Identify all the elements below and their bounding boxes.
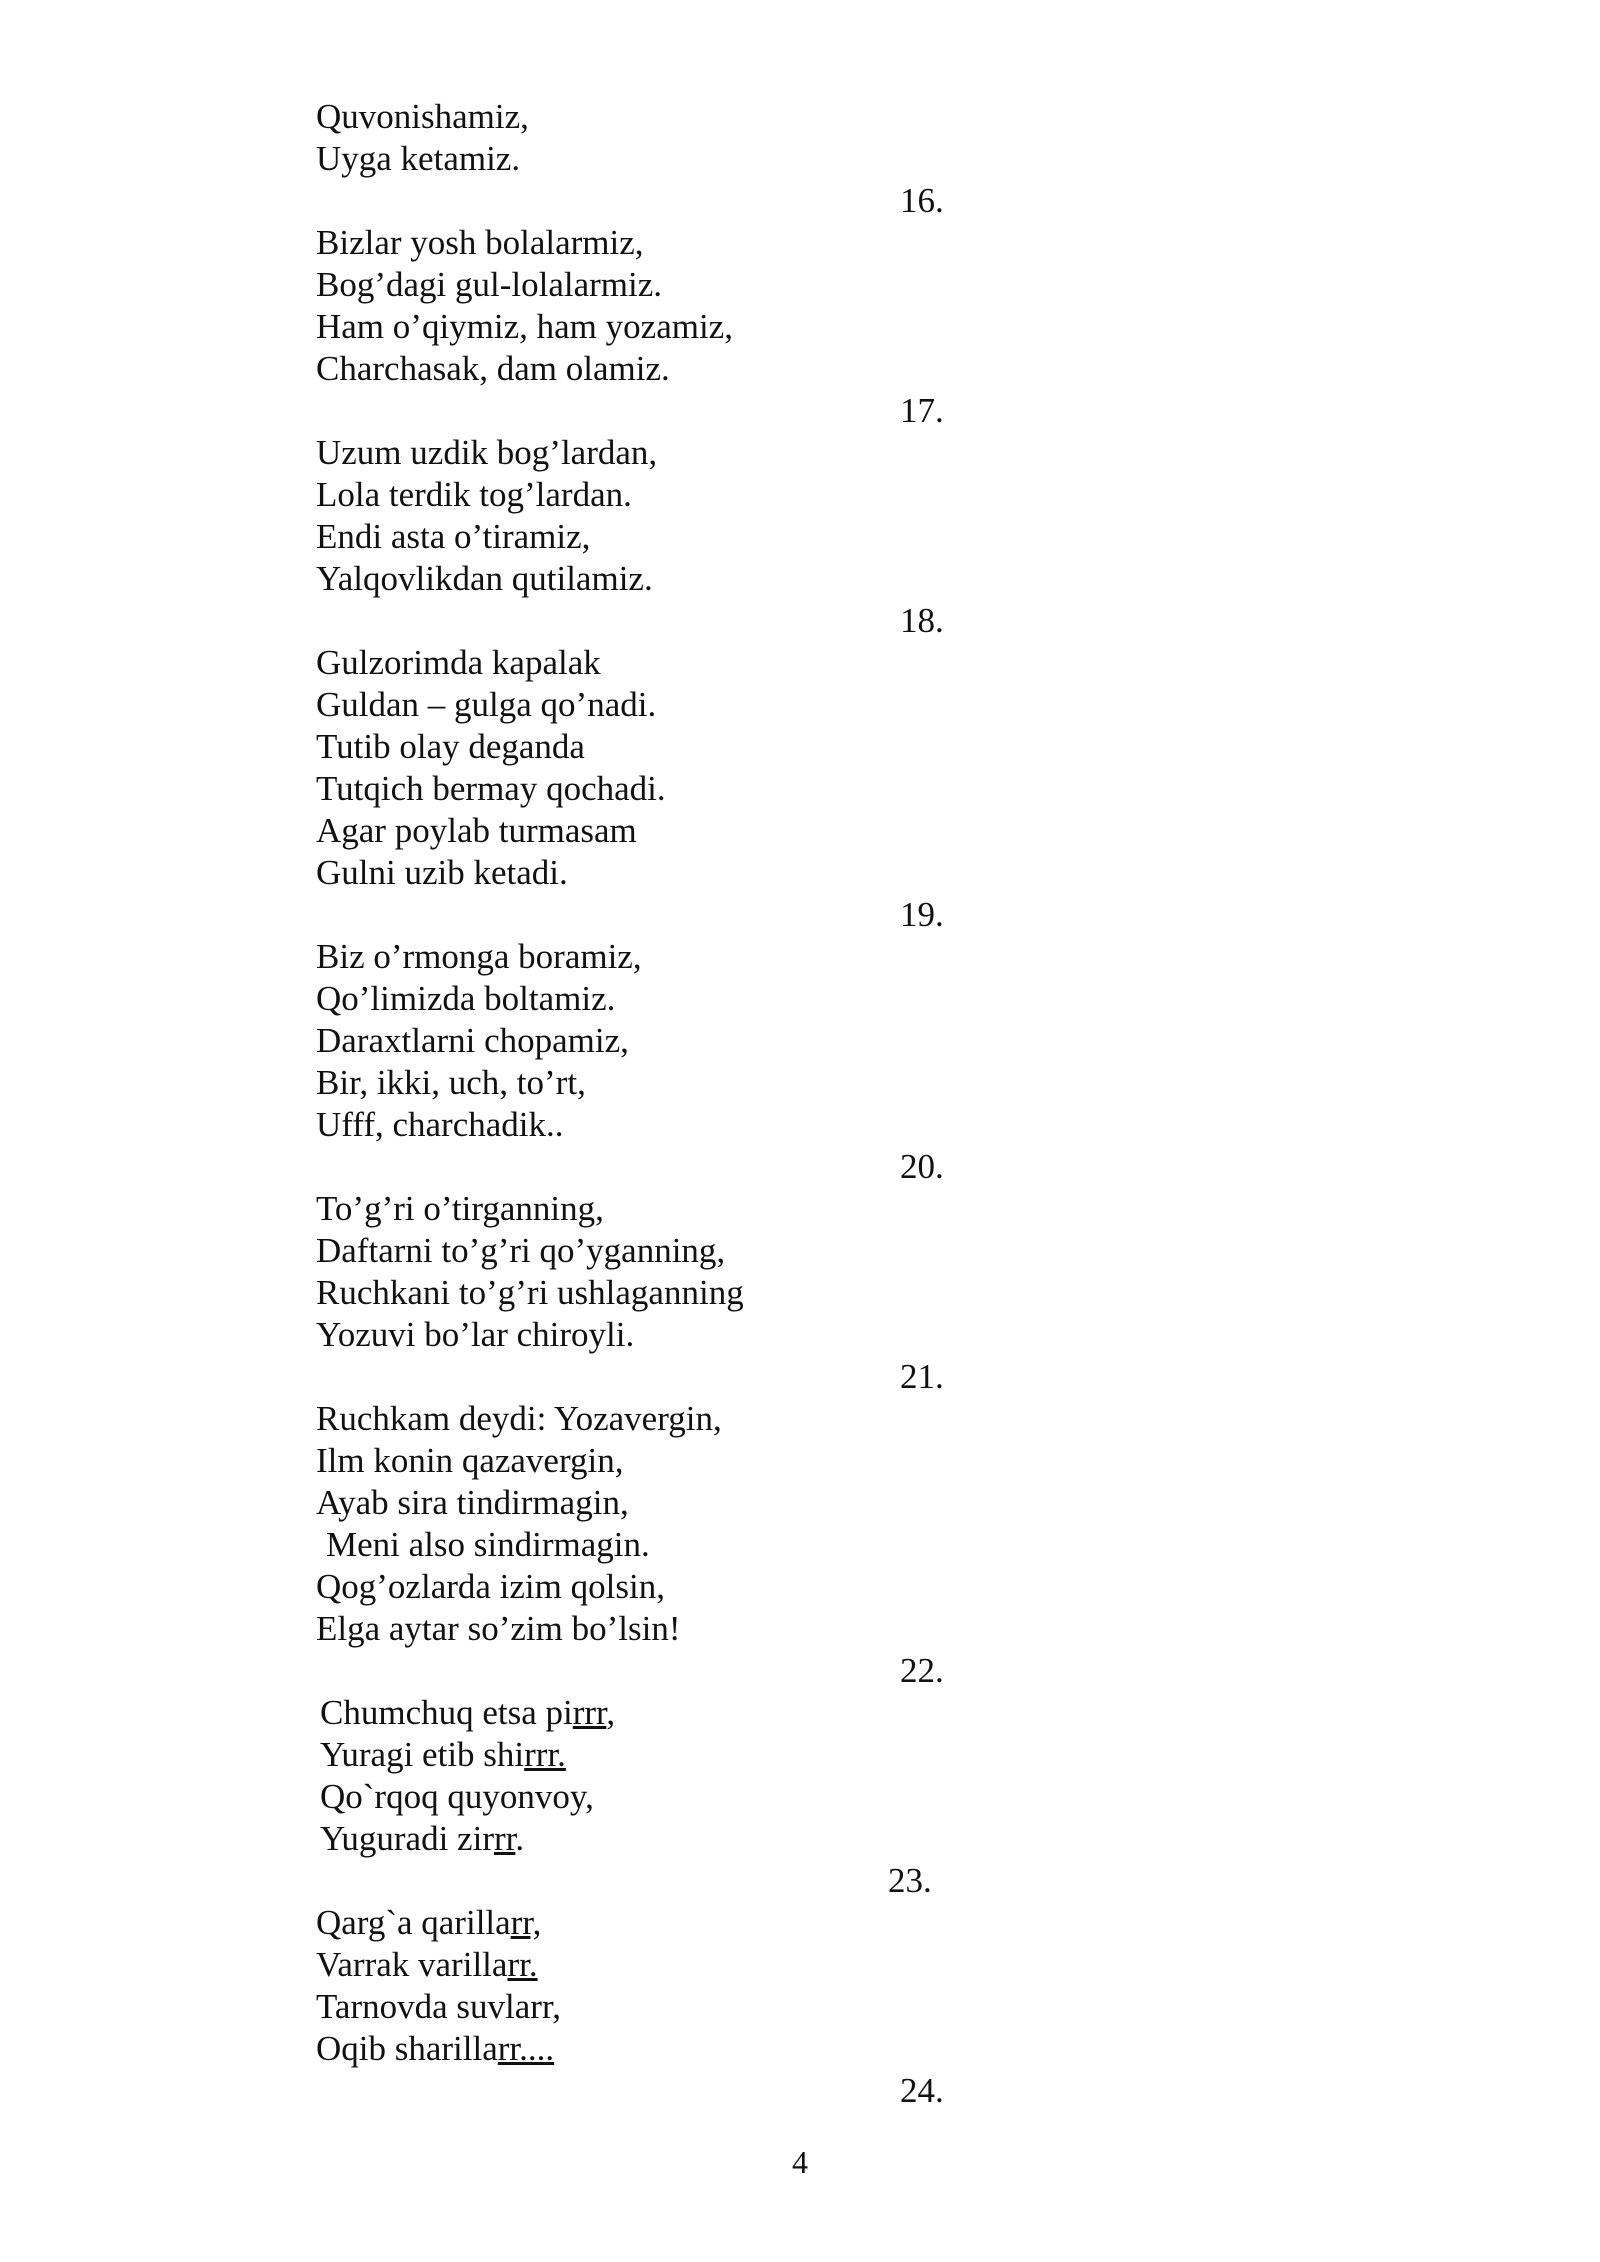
poem-line: Quvonishamiz, [316, 97, 529, 136]
underlined-sound: rrr. [524, 1735, 566, 1774]
poem-line: Qog’ozlarda izim qolsin, [316, 1567, 665, 1606]
poem-line: Bir, ikki, uch, to’rt, [316, 1063, 586, 1102]
poem-line: Charchasak, dam olamiz. [316, 349, 670, 388]
stanza-number: 21. [900, 1357, 944, 1396]
stanza-number: 20. [900, 1147, 944, 1186]
stanza-number: 18. [900, 601, 944, 640]
poem-line: Biz o’rmonga boramiz, [316, 937, 642, 976]
underlined-sound: rr. [507, 1945, 538, 1984]
stanza-number: 19. [900, 895, 944, 934]
poem-line [316, 1902, 1016, 1944]
poem-line: Ufff, charchadik.. [316, 1105, 564, 1144]
poem-line [316, 1734, 1016, 1776]
poem-column [316, 96, 1016, 2112]
underlined-sound: rr.... [497, 2029, 555, 2068]
poem-line: Tutib olay deganda [316, 727, 585, 766]
poem-line: Ayab sira tindirmagin, [316, 1483, 629, 1522]
poem-line: Ruchkani to’g’ri ushlaganning [316, 1273, 744, 1312]
poem-line: Yozuvi bo’lar chiroyli. [316, 1315, 635, 1354]
poem-line: Lola terdik tog’lardan. [316, 475, 632, 514]
poem-line [316, 1776, 1016, 1818]
line-text: Varrak varilla [316, 1945, 508, 1984]
poem-line: Ruchkam deydi: Yozavergin, [316, 1399, 722, 1438]
line-text: Yuguradi zir [320, 1819, 494, 1858]
poem-line: Daraxtlarni chopamiz, [316, 1021, 629, 1060]
line-text: Tarnovda suvlarr, [316, 1987, 561, 2026]
line-text: Qarg`a qarilla [316, 1903, 511, 1942]
poem-line: To’g’ri o’tirganning, [316, 1189, 604, 1228]
poem-line [316, 1986, 1016, 2028]
poem-line [316, 2028, 1016, 2070]
underlined-sound: rr, [510, 1903, 542, 1942]
poem-line: Qo’limizda boltamiz. [316, 979, 616, 1018]
poem-line: Gulni uzib ketadi. [316, 853, 568, 892]
poem-line: Endi asta o’tiramiz, [316, 517, 591, 556]
poem-line: Meni also sindirmagin. [326, 1525, 650, 1564]
poem-line: Uyga ketamiz. [316, 139, 521, 178]
poem-line: Gulzorimda kapalak [316, 643, 601, 682]
underlined-sound: rr [493, 1819, 516, 1858]
poem-line [316, 1692, 1016, 1734]
poem-line: Ham o’qiymiz, ham yozamiz, [316, 307, 733, 346]
poem-line: Daftarni to’g’ri qo’yganning, [316, 1231, 726, 1270]
poem-line: Agar poylab turmasam [316, 811, 637, 850]
poem-line: Elga aytar so’zim bo’lsin! [316, 1609, 681, 1648]
stanza-number: 22. [900, 1651, 944, 1690]
poem-line [316, 1818, 1016, 1860]
line-text: Qo`rqoq quyonvoy, [320, 1777, 594, 1816]
poem-line: Yalqovlikdan qutilamiz. [316, 559, 653, 598]
stanza-number: 23. [888, 1861, 932, 1900]
page-number: 4 [792, 2144, 808, 2180]
poem-line: Bog’dagi gul-lolalarmiz. [316, 265, 663, 304]
underlined-sound: rrr [572, 1693, 607, 1732]
line-text: Yuragi etib shi [320, 1735, 525, 1774]
stanza-number: 24. [900, 2071, 944, 2110]
line-punctuation: . [515, 1819, 525, 1858]
line-punctuation: , [606, 1693, 616, 1732]
poem-line: Guldan – gulga qo’nadi. [316, 685, 657, 724]
stanza-number: 17. [900, 391, 944, 430]
line-text: Oqib sharilla [316, 2029, 498, 2068]
poem-line [316, 1944, 1016, 1986]
poem-line: Tutqich bermay qochadi. [316, 769, 666, 808]
poem-line: Ilm konin qazavergin, [316, 1441, 624, 1480]
stanza-number: 16. [900, 181, 944, 220]
poem-line: Bizlar yosh bolalarmiz, [316, 223, 644, 262]
poem-line: Uzum uzdik bog’lardan, [316, 433, 658, 472]
line-text: Chumchuq etsa pi [320, 1693, 573, 1732]
